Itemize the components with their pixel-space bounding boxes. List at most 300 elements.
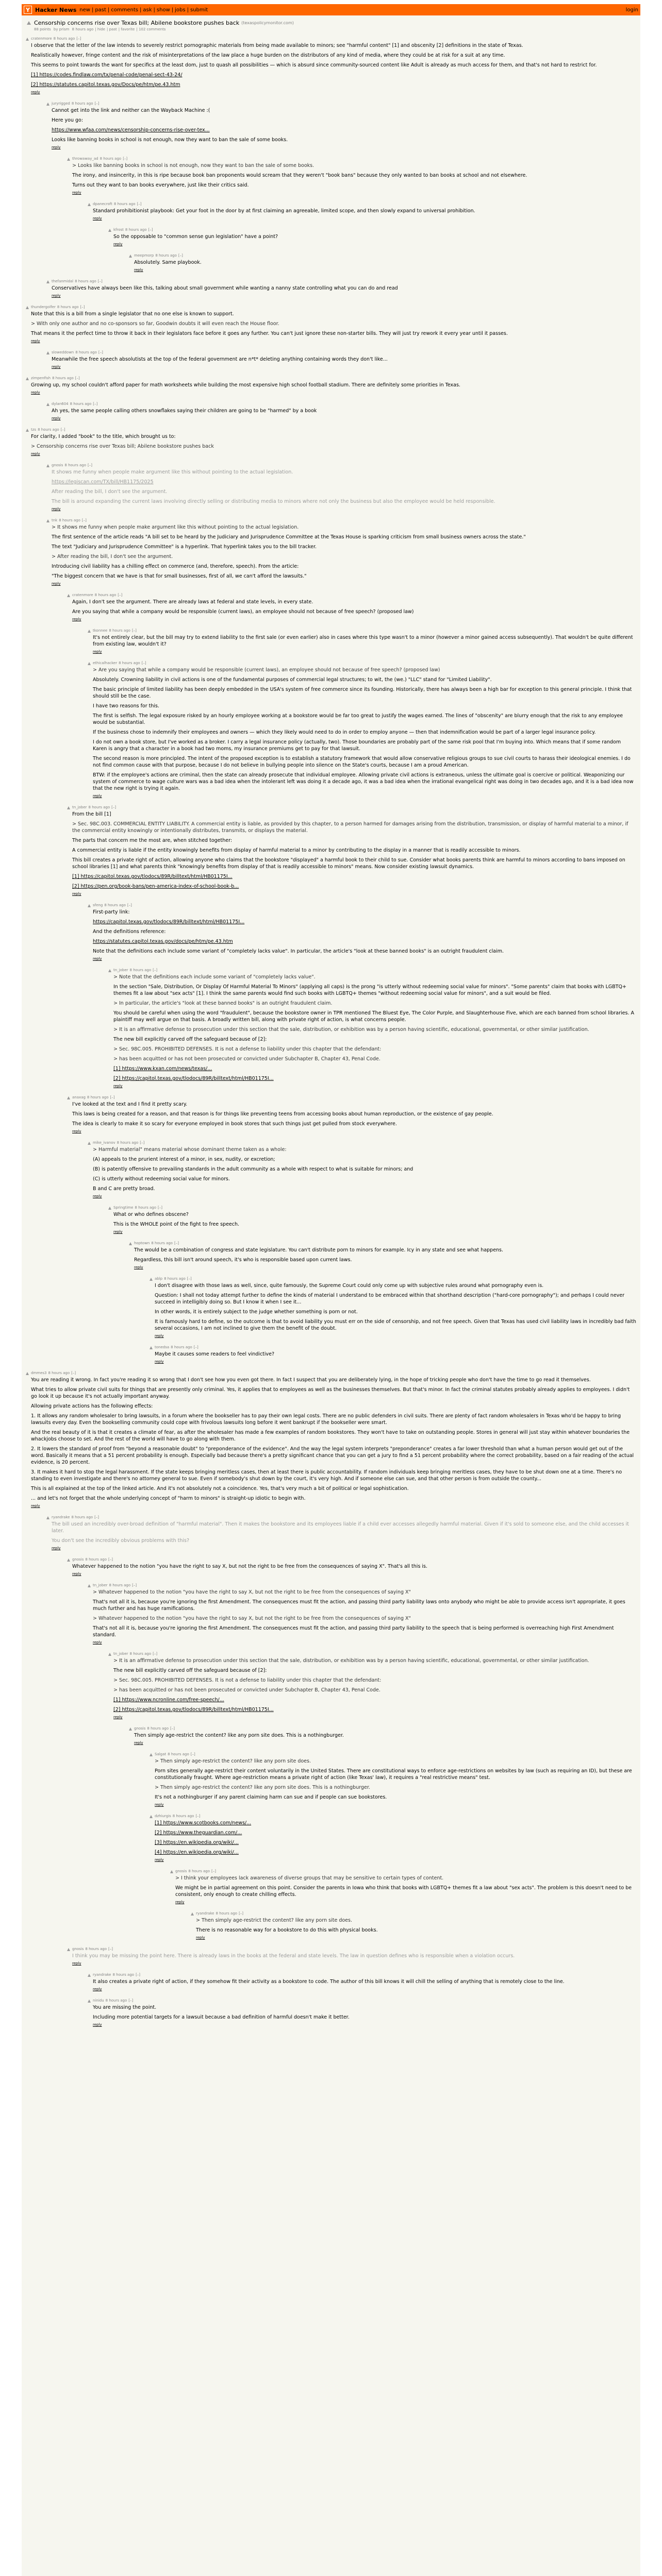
upvote-arrow-icon[interactable] [88, 1999, 91, 2003]
comment-author[interactable]: tnk [52, 518, 58, 522]
comment-toggle[interactable]: [–] [108, 1947, 113, 1951]
reply-link[interactable]: reply [52, 145, 61, 149]
reply-link[interactable]: reply [52, 507, 61, 511]
comment-vote [26, 377, 31, 395]
comment-author[interactable]: juryrigged [52, 101, 70, 106]
comment-toggle[interactable]: [–] [118, 593, 123, 597]
comment-vote [26, 429, 31, 456]
comment-indent [26, 157, 67, 195]
upvote-arrow-icon[interactable] [67, 1948, 70, 1951]
comment-body [31, 376, 636, 395]
upvote-arrow-icon[interactable] [46, 519, 49, 522]
nav-submit[interactable]: submit [190, 7, 208, 13]
login-link[interactable]: login [625, 7, 638, 13]
comment-author[interactable]: dylan604 [52, 402, 69, 406]
comment-age[interactable]: 8 hours ago [100, 157, 122, 161]
nav-ask[interactable]: ask [143, 7, 152, 13]
comment-author[interactable]: gnosis [134, 1726, 146, 1731]
comment-toggle[interactable]: [–] [127, 903, 132, 907]
comment-link[interactable]: https://statutes.capitol.texas.gov/docs/pe/htm/pe.43.htm [93, 939, 233, 944]
comment-age[interactable]: 8 hours ago [75, 350, 97, 354]
upvote-arrow-icon[interactable] [67, 594, 70, 597]
upvote-arrow-icon[interactable] [150, 1278, 153, 1281]
comment-age[interactable]: 8 hours ago [135, 1206, 157, 1210]
nav-jobs[interactable]: jobs [175, 7, 186, 13]
comment-author[interactable]: dmmes3 [31, 1371, 47, 1375]
comment-age[interactable]: 8 hours ago [151, 1241, 173, 1245]
comment-author[interactable]: ninidu [93, 1998, 104, 2003]
comment-toggle[interactable]: [–] [131, 629, 137, 633]
comment-text [72, 811, 636, 890]
comment-age[interactable]: 8 hours ago [113, 202, 136, 206]
comment-link[interactable]: [1] https://www.ncronline.com/free-speech/... [113, 1697, 224, 1703]
comment-toggle[interactable]: [–] [239, 1911, 244, 1916]
comment-indent [26, 1998, 88, 2027]
comment-head [72, 1095, 636, 1099]
reply-link[interactable]: reply [72, 1961, 81, 1965]
comment-vote [150, 1815, 155, 1862]
upvote-arrow-icon[interactable] [129, 1727, 132, 1731]
reply-link[interactable]: reply [93, 1194, 102, 1198]
upvote-arrow-icon[interactable] [150, 1815, 153, 1818]
reply-link[interactable]: reply [113, 242, 123, 246]
comment-toggle[interactable]: [–] [153, 1652, 158, 1656]
comment-quote: > Censorship concerns rise over Texas bill; Abilene bookstore pushes back [31, 444, 214, 449]
comment-head [31, 1371, 636, 1375]
comment-toggle[interactable]: [–] [158, 1206, 162, 1210]
comment-paragraph: This bill creates a private right of action, allowing anyone who claims that the bookstore "displayed" a harmful book to their child to sue. Consider what books parents think are harmful to minors according to bans imposed on school libraries [1] and what parents think "knowingly benefits from display of that is readily accessible to minors" means. Now consider existing lawsuit dynamics. [72, 857, 625, 870]
comment-paragraph: You don't see the incredibly obvious problems with this? [52, 1538, 190, 1544]
comment-toggle[interactable]: [–] [123, 157, 128, 161]
comment-body [31, 428, 636, 456]
comment-toggle[interactable]: [–] [174, 1241, 179, 1245]
comment-author[interactable]: dpanecroft [93, 202, 112, 206]
reply-link[interactable]: reply [72, 617, 81, 621]
reply-link[interactable]: reply [31, 1504, 40, 1508]
comment-head [155, 1345, 636, 1349]
nav-separator: | [187, 7, 189, 13]
comment-text [31, 1377, 636, 1502]
comment-indent [26, 1345, 150, 1364]
comment-age[interactable]: 8 hours ago [88, 805, 110, 809]
upvote-arrow-icon[interactable] [26, 377, 29, 380]
comment-author[interactable]: tn_jober [93, 1583, 108, 1587]
comment-toggle[interactable]: [–] [211, 1869, 216, 1873]
comment-author[interactable]: kfrost [113, 228, 124, 232]
reply-link[interactable]: reply [52, 582, 61, 586]
nav-separator: | [91, 7, 94, 13]
upvote-arrow-icon[interactable] [129, 255, 132, 258]
reply-link[interactable]: reply [72, 1572, 81, 1576]
comment-paragraph: 3. It makes it hard to stop the legal harassment. If the state keeps bringing meritless cases, then at least there is public accountability. If random individuals keep bringing meritless cases, they have to be shut down one at a time. There's no standing to even investigate and there's no attorney general to sue. Even if somebody's shut down by the court, it's very high. And if someone else can sue, and that other person is from outside the county... [31, 1469, 622, 1482]
comment-age[interactable]: 8 hours ago [70, 402, 92, 406]
comment [26, 402, 636, 420]
story-author[interactable]: by prism [53, 27, 70, 31]
upvote-arrow-icon[interactable] [108, 1653, 111, 1656]
comment [26, 305, 636, 343]
upvote-arrow-icon[interactable] [46, 103, 49, 106]
comment-age[interactable]: 8 hours ago [71, 101, 93, 106]
comment-link[interactable]: [1] https://codes.findlaw.com/tx/penal-code/penal-sect-43-24/ [31, 72, 183, 78]
past-link[interactable]: past [109, 27, 117, 31]
comment-text [93, 208, 636, 214]
comment-author[interactable]: hoptown [134, 1241, 150, 1245]
comment-toggle[interactable]: [–] [75, 376, 80, 380]
comment-link[interactable]: [1] https://www.kxan.com/news/texas/... [113, 1066, 212, 1072]
comment-toggle[interactable]: [–] [132, 1583, 137, 1587]
comment-author[interactable]: sfeng [93, 903, 103, 907]
comment-age[interactable]: 8 hours ago [52, 376, 74, 380]
comment-toggle[interactable]: [–] [81, 518, 87, 522]
reply-link[interactable]: reply [31, 391, 40, 395]
comment-age[interactable]: 8 hours ago [119, 661, 140, 665]
comment-body [113, 968, 636, 1088]
comment-toggle[interactable]: [–] [140, 1141, 145, 1145]
comment-author[interactable]: gnosis [72, 1557, 84, 1562]
comment-author[interactable]: thundergolfer [31, 305, 56, 309]
comment-paragraph: First-party link: [93, 909, 130, 915]
comment-age[interactable]: 8 hours ago [164, 1277, 186, 1281]
comment [26, 661, 636, 798]
nav-new[interactable]: new [79, 7, 90, 13]
comment-tree [22, 33, 640, 2027]
reply-link[interactable]: reply [31, 339, 40, 343]
comment [26, 1583, 636, 1645]
upvote-arrow-icon[interactable] [26, 429, 29, 432]
reply-link[interactable]: reply [113, 1084, 123, 1088]
comment-age[interactable]: 8 hours ago [216, 1911, 238, 1916]
comment-author[interactable]: ryandrake [93, 1973, 111, 1977]
comment-vote [129, 1242, 134, 1269]
comment-author[interactable]: tn_jober [113, 968, 128, 972]
comment-author[interactable]: anaxag [72, 1095, 86, 1099]
comment-indent [26, 903, 88, 961]
comment-age[interactable]: 8 hours ago [125, 228, 147, 232]
comment-age[interactable]: 8 hours ago [172, 1814, 194, 1818]
upvote-arrow-icon[interactable] [108, 1207, 111, 1210]
reply-link[interactable]: reply [134, 1265, 143, 1269]
comment-link[interactable]: [2] https://statutes.capitol.texas.gov/Docs/pe/htm/pe.43.htm [31, 82, 180, 88]
comment-link[interactable]: [1] https://capitol.texas.gov/tlodocs/89R/billtext/html/HB01175I... [72, 874, 233, 879]
upvote-arrow-icon[interactable] [46, 403, 49, 406]
comment-author[interactable]: Springtime [113, 1206, 134, 1210]
comment-age[interactable]: 8 hours ago [129, 968, 152, 972]
comment-toggle[interactable]: [–] [148, 228, 153, 232]
comment-age[interactable]: 8 hours ago [188, 1869, 210, 1873]
comment-text [52, 408, 636, 414]
comment-paragraph: Here you go: [52, 117, 84, 123]
reply-link[interactable]: reply [196, 1936, 205, 1940]
comment-author[interactable]: gnosis [72, 1947, 84, 1951]
favorite-link[interactable]: favorite [121, 27, 135, 31]
comment-toggle[interactable]: [–] [170, 1726, 175, 1731]
comment-author[interactable]: meepmorp [134, 253, 154, 258]
comment-link[interactable]: [1] https://www.scotbooks.com/news/... [155, 1820, 252, 1826]
comment-toggle[interactable]: [–] [60, 428, 65, 432]
reply-link[interactable]: reply [175, 1900, 185, 1904]
comment-toggle[interactable]: [–] [93, 402, 98, 406]
comment-paragraph: The bill is around expanding the current laws involving directly selling or distributing media to minors where not only the business but also the employee would be held responsible. [52, 499, 495, 504]
y-logo-icon[interactable]: Y [24, 6, 32, 14]
comment-toggle[interactable]: [–] [110, 1095, 115, 1099]
comment-author[interactable]: tn_jober [113, 1652, 128, 1656]
reply-link[interactable]: reply [93, 216, 102, 221]
comment-age[interactable]: 8 hours ago [168, 1752, 189, 1756]
comment-age[interactable]: 8 hours ago [94, 593, 117, 597]
reply-link[interactable]: reply [31, 90, 40, 94]
comment-age[interactable]: 8 hours ago [171, 1345, 192, 1349]
comment-paragraph: It shows me funny when people make argument like this without pointing to the actual legislation. [52, 469, 293, 475]
comment-body [52, 402, 636, 420]
upvote-arrow-icon[interactable] [46, 464, 49, 467]
comment-indent [26, 1726, 129, 1745]
reply-link[interactable]: reply [93, 957, 102, 961]
comment-author[interactable]: throwaway_ad [72, 157, 98, 161]
comment-head [134, 1726, 636, 1731]
comment-author[interactable]: ablp [155, 1277, 163, 1281]
comment-text [155, 1820, 636, 1856]
reply-link[interactable]: reply [52, 294, 61, 298]
upvote-arrow-icon[interactable] [67, 1096, 70, 1099]
comment-body [93, 1998, 636, 2027]
upvote-arrow-icon[interactable] [150, 1753, 153, 1756]
hide-link[interactable]: hide [97, 27, 105, 31]
upvote-arrow-icon[interactable] [88, 203, 91, 206]
comment-age[interactable]: 8 hours ago [38, 428, 59, 432]
upvote-arrow-icon[interactable] [67, 158, 70, 161]
comment-age[interactable]: 8 hours ago [104, 903, 126, 907]
comment-text [72, 1101, 636, 1127]
nav-show[interactable]: show [156, 7, 170, 13]
reply-link[interactable]: reply [113, 1715, 123, 1719]
reply-link[interactable]: reply [93, 2023, 102, 2027]
upvote-arrow-icon[interactable] [67, 806, 70, 809]
comment-link[interactable]: https://legiscan.com/TX/bill/HB1175/2025 [52, 479, 154, 485]
comment-age[interactable]: 8 hours ago [53, 37, 75, 41]
comment [26, 463, 636, 511]
comment-author[interactable]: cratenmore [31, 37, 52, 41]
upvote-arrow-icon[interactable] [88, 904, 91, 907]
comment-toggle[interactable]: [–] [71, 1371, 76, 1375]
comment-link[interactable]: [2] https://capitol.texas.gov/tlodocs/89R/billtext/html/HB01175I... [113, 1707, 274, 1713]
comment-toggle[interactable]: [–] [137, 202, 142, 206]
comment-author[interactable]: dzhiurgis [155, 1814, 171, 1818]
comment-age[interactable]: 8 hours ago [64, 463, 87, 467]
nav-comments[interactable]: comments [111, 7, 139, 13]
comment-age[interactable]: 8 hours ago [105, 1998, 127, 2003]
comment-indent [26, 279, 46, 298]
comment-toggle[interactable]: [–] [108, 1557, 113, 1562]
comment-vote [150, 1278, 155, 1338]
comment-link[interactable]: [2] https://capitol.texas.gov/tlodocs/89R/billtext/html/HB01175I... [113, 1076, 274, 1081]
reply-link[interactable]: reply [155, 1858, 164, 1862]
reply-link[interactable]: reply [134, 268, 143, 272]
reply-link[interactable]: reply [113, 1230, 123, 1234]
comment-toggle[interactable]: [–] [187, 1277, 192, 1281]
upvote-arrow-icon[interactable] [88, 1974, 91, 1977]
comment-toggle[interactable]: [–] [153, 968, 158, 972]
reply-link[interactable]: reply [134, 1741, 143, 1745]
story-site[interactable]: (texaspolicymonitor.com) [241, 21, 294, 25]
comment-author[interactable]: thefanmidal [52, 279, 74, 283]
comment-link[interactable]: https://capitol.texas.gov/tlodocs/89R/billtext/html/HB01175I... [93, 919, 245, 925]
comment-body [93, 629, 636, 654]
reply-link[interactable]: reply [155, 1803, 164, 1807]
comment-author[interactable]: Salgat [155, 1752, 167, 1756]
site-name[interactable]: Hacker News [35, 6, 77, 13]
comment-toggle[interactable]: [–] [76, 37, 81, 41]
upvote-arrow-icon[interactable] [88, 1142, 91, 1145]
comment-author[interactable]: sloweddown [52, 350, 74, 354]
comment-author[interactable]: zimpenfish [31, 376, 51, 380]
reply-link[interactable]: reply [72, 892, 81, 896]
comment-paragraph: That's not all it is, because you're ignoring the first Amendment. The consequences must fit the action, and passing third party liability laws onto anybody who might be able to provide access isn't appropriate, it goes much further and has huge ramifications. [93, 1599, 625, 1612]
comment-paragraph: After reading the bill, I don't see the argument. [52, 489, 168, 495]
comment-vote [108, 229, 113, 246]
upvote-arrow-icon[interactable] [129, 1242, 132, 1245]
comment-age[interactable]: 8 hours ago [109, 1583, 131, 1587]
comment-text [31, 382, 636, 388]
comment-link[interactable]: [2] https://pen.org/book-bans/pen-america-index-of-school-book-b... [72, 884, 239, 889]
upvote-arrow-icon[interactable] [88, 1584, 91, 1587]
comment-head [72, 593, 636, 597]
reply-link[interactable]: reply [52, 1546, 61, 1550]
comment-age[interactable]: 8 hours ago [129, 1652, 152, 1656]
upvote-arrow-icon[interactable] [191, 1912, 194, 1916]
comment-age[interactable]: 8 hours ago [85, 1557, 107, 1562]
comment-quote: > In particular, the article's "look at these banned books" is an outright fraudulent claim. [113, 1001, 333, 1006]
reply-link[interactable]: reply [72, 1129, 81, 1133]
story-age[interactable]: 8 hours ago [72, 27, 94, 31]
comment-indent [26, 518, 46, 586]
comments-link[interactable]: 102 comments [138, 27, 166, 31]
comment-age[interactable]: 8 hours ago [57, 305, 79, 309]
upvote-arrow-icon[interactable] [108, 229, 111, 232]
comment-paragraph: The first is selfish. The legal exposure risked by an hourly employee working at a bookstore would be far too great to justify the wages earned. The lines of "obscenity" are blurry enough that the risk to any employee would be substantial. [93, 713, 623, 725]
comment-paragraph: This is all explained at the top of the linked article. And it's not absolutely not a coincidence. Yes, that's very much a bit of political or legal sophistication. [31, 1486, 409, 1492]
reply-link[interactable]: reply [31, 452, 40, 456]
comment-indent [26, 968, 108, 1088]
reply-link[interactable]: reply [93, 794, 102, 798]
reply-link[interactable]: reply [93, 1640, 102, 1645]
comment-age[interactable]: 8 hours ago [117, 1141, 139, 1145]
comment-text [134, 259, 636, 266]
comment-paragraph: Turns out they want to ban books everywhere, just like their critics said. [72, 182, 249, 188]
comment-paragraph: For clarity, I added "book" to the title, which brought us to: [31, 434, 176, 439]
comment-toggle[interactable]: [–] [111, 805, 117, 809]
comment-age[interactable]: 8 hours ago [59, 518, 80, 522]
comment-age[interactable]: 8 hours ago [112, 1973, 135, 1977]
comment-age[interactable]: 8 hours ago [48, 1371, 70, 1375]
comment-paragraph: I think you may be missing the point here. There is already laws in the books at the federal and state levels. The law in question defines who is responsible when a violation occurs. [72, 1953, 515, 1959]
comment-author[interactable]: mike_ivanov [93, 1141, 115, 1145]
comment-link[interactable]: [4] https://en.wikipedia.org/wiki/... [155, 1850, 239, 1855]
comment-vote [108, 969, 113, 1088]
comment-author[interactable]: ryandrake [196, 1911, 214, 1916]
comment-author[interactable]: gnosis [52, 463, 63, 467]
comment-toggle[interactable]: [–] [88, 463, 92, 467]
story-title[interactable]: Censorship concerns rise over Texas bill; Abilene bookstore pushes back [34, 20, 240, 26]
comment-toggle[interactable]: [–] [178, 253, 183, 258]
nav-separator: | [140, 7, 142, 13]
comment-age[interactable]: 8 hours ago [109, 629, 130, 633]
comment-author[interactable]: tzs [31, 428, 37, 432]
reply-link[interactable]: reply [93, 1987, 102, 1991]
comment-toggle[interactable]: [–] [136, 1973, 141, 1977]
comment-author[interactable]: ryandrake [52, 1515, 70, 1519]
reply-link[interactable]: reply [52, 416, 61, 420]
reply-link[interactable]: reply [52, 365, 61, 369]
upvote-arrow-icon[interactable] [46, 280, 49, 283]
comment-toggle[interactable]: [–] [80, 305, 85, 309]
comment-link[interactable]: [2] https://www.theguardian.com/... [155, 1830, 242, 1836]
comment-toggle[interactable]: [–] [94, 1515, 100, 1519]
comment-author[interactable]: gnosis [175, 1869, 187, 1873]
comment-toggle[interactable]: [–] [97, 279, 103, 283]
upvote-arrow-icon[interactable] [150, 1346, 153, 1349]
comment-quote: > Whatever happened to the notion "you have the right to say X, but not the right to be free from the consequences of saying X" [93, 1616, 411, 1621]
comment-author[interactable]: tn_jober [72, 805, 87, 809]
comment-indent [26, 1583, 88, 1645]
comment-age[interactable]: 8 hours ago [147, 1726, 169, 1731]
comment-toggle[interactable]: [–] [195, 1814, 201, 1818]
comment-author[interactable]: tkonnee [93, 629, 108, 633]
upvote-arrow-icon[interactable] [26, 1372, 29, 1375]
comment-author[interactable]: cratenmore [72, 593, 93, 597]
upvote-arrow-icon[interactable] [170, 1870, 173, 1873]
comment-body [113, 228, 636, 246]
comment-age[interactable]: 8 hours ago [71, 1515, 93, 1519]
comment-toggle[interactable]: [–] [190, 1752, 195, 1756]
comment [26, 968, 636, 1088]
reply-link[interactable]: reply [93, 650, 102, 654]
upvote-arrow-icon[interactable] [27, 21, 31, 25]
comment-toggle[interactable]: [–] [141, 661, 146, 665]
upvote-arrow-icon[interactable] [67, 1558, 70, 1562]
upvote-arrow-icon[interactable] [26, 306, 29, 309]
comment-link[interactable]: https://www.wfaa.com/news/censorship-concerns-rise-over-tex... [52, 127, 210, 133]
comment-author[interactable]: ethicalhacker [93, 661, 118, 665]
upvote-arrow-icon[interactable] [46, 351, 49, 354]
upvote-arrow-icon[interactable] [108, 969, 111, 972]
comment [26, 593, 636, 621]
comment-head [93, 1973, 636, 1977]
comment-age[interactable]: 8 hours ago [75, 279, 96, 283]
upvote-arrow-icon[interactable] [88, 662, 91, 665]
comment-indent [26, 1752, 150, 1807]
comment-toggle[interactable]: [–] [193, 1345, 198, 1349]
comment-body [93, 903, 636, 961]
comment-author[interactable]: tonedsa [155, 1345, 170, 1349]
upvote-arrow-icon[interactable] [26, 38, 29, 41]
comment-age[interactable]: 8 hours ago [87, 1095, 109, 1099]
upvote-arrow-icon[interactable] [46, 1516, 49, 1519]
comment-toggle[interactable]: [–] [94, 101, 100, 106]
upvote-arrow-icon[interactable] [88, 630, 91, 633]
reply-link[interactable]: reply [155, 1360, 164, 1364]
comment-paragraph: That means it the perfect time to throw it back in their legislators face before it goes any further. You can't just ignore these non-starter bills. They will just try rework it every year until it passes. [31, 331, 508, 336]
comment-toggle[interactable]: [–] [98, 350, 103, 354]
comment-link[interactable]: [3] https://en.wikipedia.org/wiki/... [155, 1840, 239, 1845]
nav-past[interactable]: past [95, 7, 106, 13]
reply-link[interactable]: reply [155, 1334, 164, 1338]
comment-paragraph: Including more potential targets for a lawsuit because a bad definition of harmful doesn't make it better. [93, 2014, 350, 2020]
comment-age[interactable]: 8 hours ago [155, 253, 177, 258]
comment-head [196, 1911, 636, 1916]
reply-link[interactable]: reply [72, 191, 81, 195]
comment-age[interactable]: 8 hours ago [85, 1947, 107, 1951]
comment-toggle[interactable]: [–] [128, 1998, 134, 2003]
